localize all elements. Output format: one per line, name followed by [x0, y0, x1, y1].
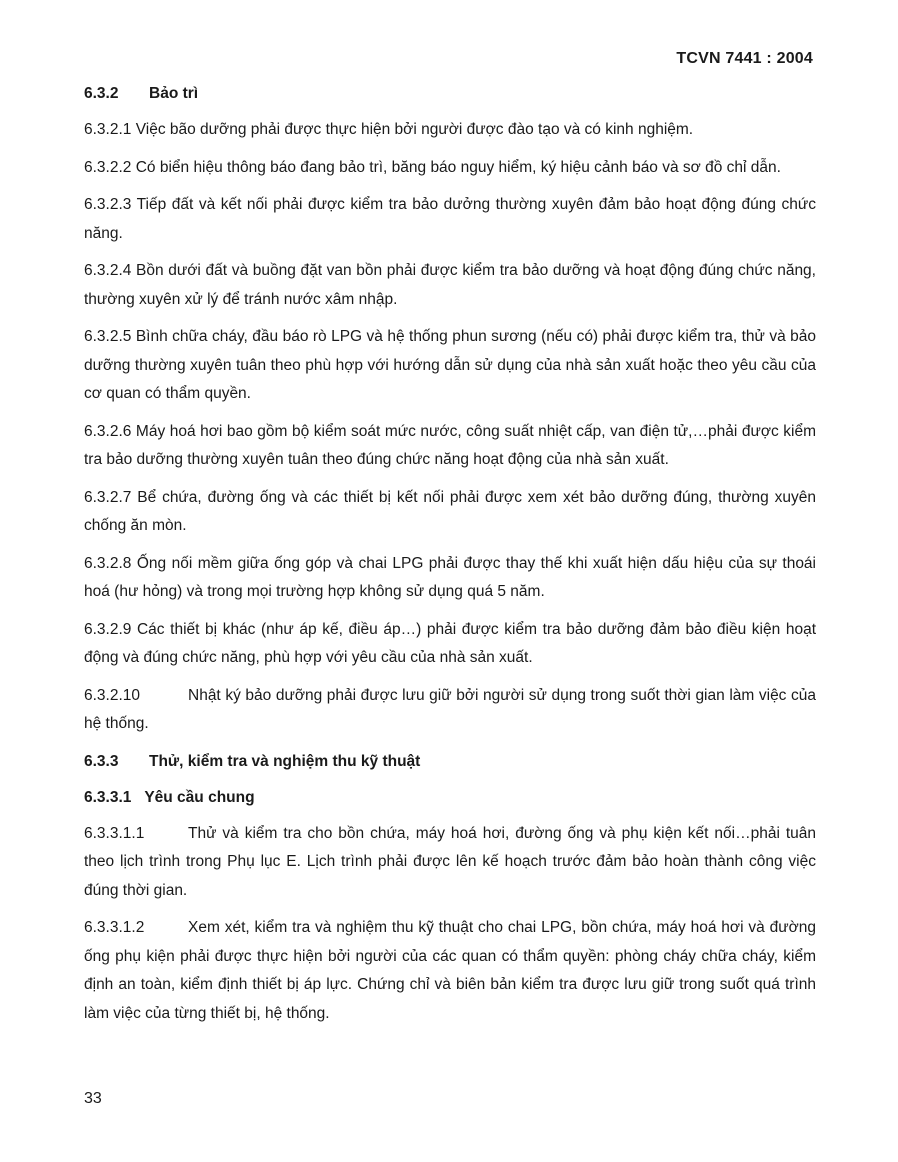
paragraph-6-3-2-8: 6.3.2.8 Ống nối mềm giữa ống góp và chai LPG phải được thay thế khi xuất hiện dấu hiệu của sự thoái hoá (hư hỏng) và trong mọi trường hợp không sử dụng quá 5 năm.	[84, 554, 816, 600]
section-heading-6-3-2	[84, 80, 816, 108]
paragraph-6-3-3-1-2	[84, 914, 816, 1028]
paragraph-6-3-3-1-1	[84, 820, 816, 906]
section-title: Thử, kiểm tra và nghiệm thu kỹ thuật	[149, 752, 421, 770]
paragraph-6-3-2-4: 6.3.2.4 Bồn dưới đất và buồng đặt van bồn phải được kiểm tra bảo dưỡng và hoạt động đúng chức năng, thường xuyên xử lý để tránh nước xâm nhập.	[84, 262, 816, 308]
standard-code: TCVN 7441 : 2004	[676, 50, 813, 67]
paragraph-6-3-2-1: 6.3.2.1 Việc bão dưỡng phải được thực hiện bởi người được đào tạo và có kinh nghiệm.	[84, 121, 694, 138]
paragraph-text: Nhật ký bảo dưỡng phải được lưu giữ bởi người sử dụng trong suốt thời gian làm việc của hệ thống.	[84, 686, 816, 732]
paragraph-6-3-2-6: 6.3.2.6 Máy hoá hơi bao gồm bộ kiểm soát mức nước, công suất nhiệt cấp, van điện tử,…phải được kiểm tra bảo dưỡng thường xuyên tuân theo đúng chức năng hoạt động của nhà sản xuất.	[84, 422, 816, 468]
section-title: Bảo trì	[149, 85, 199, 102]
section-heading-6-3-3-1	[84, 784, 816, 812]
section-heading-6-3-3	[84, 748, 816, 776]
document-body	[84, 80, 816, 1037]
paragraph-text: Thử và kiểm tra cho bồn chứa, máy hoá hơi, đường ống và phụ kiện kết nối…phải tuân theo lịch trình trong Phụ lục E. Lịch trình phải được lên kế hoạch trước đảm bảo hoàn thành công việc đúng thời gian.	[84, 824, 816, 899]
paragraph-6-3-2-3: 6.3.2.3 Tiếp đất và kết nối phải được kiểm tra bảo dưởng thường xuyên đảm bảo hoạt động đúng chức năng.	[84, 196, 816, 242]
section-title: Yêu cầu chung	[144, 788, 255, 806]
paragraph-6-3-2-10	[84, 682, 816, 739]
page-number: 33	[84, 1090, 102, 1107]
paragraph-text: Xem xét, kiểm tra và nghiệm thu kỹ thuật cho chai LPG, bồn chứa, máy hoá hơi và đường ống phụ kiện phải được thực hiện bởi người của các quan có thẩm quyền: phòng cháy chữa cháy, kiểm định an toàn, kiểm định thiết bị áp lực. Chứng chỉ và biên bản kiểm tra được lưu giữ trong suốt quá trình làm việc của từng thiết bị, hệ thống.	[84, 919, 816, 1022]
paragraph-6-3-2-7: 6.3.2.7 Bể chứa, đường ống và các thiết bị kết nối phải được xem xét bảo dưỡng đúng, thường xuyên chống ăn mòn.	[84, 488, 816, 534]
paragraph-6-3-2-5: 6.3.2.5 Bình chữa cháy, đầu báo rò LPG và hệ thống phun sương (nếu có) phải được kiểm tra, thử và bảo dưỡng thường xuyên tuân theo phù hợp với hướng dẫn sử dụng của nhà sản xuất hoặc theo yêu cầu của cơ quan có thẩm quyền.	[84, 328, 816, 402]
section-number: 6.3.3	[84, 752, 119, 770]
paragraph-number: 6.3.3.1.2	[84, 919, 145, 936]
paragraph-number: 6.3.3.1.1	[84, 824, 145, 842]
paragraph-6-3-2-2: 6.3.2.2 Có biển hiệu thông báo đang bảo trì, băng báo nguy hiểm, ký hiệu cảnh báo và sơ đồ chỉ dẫn.	[84, 158, 781, 176]
paragraph-6-3-2-9: 6.3.2.9 Các thiết bị khác (như áp kế, điều áp…) phải được kiểm tra bảo dưỡng đảm bảo điều kiện hoạt động và đúng chức năng, phù hợp với yêu cầu của nhà sản xuất.	[84, 620, 816, 666]
section-number: 6.3.3.1	[84, 788, 132, 806]
section-number: 6.3.2	[84, 85, 119, 102]
paragraph-number: 6.3.2.10	[84, 686, 141, 704]
